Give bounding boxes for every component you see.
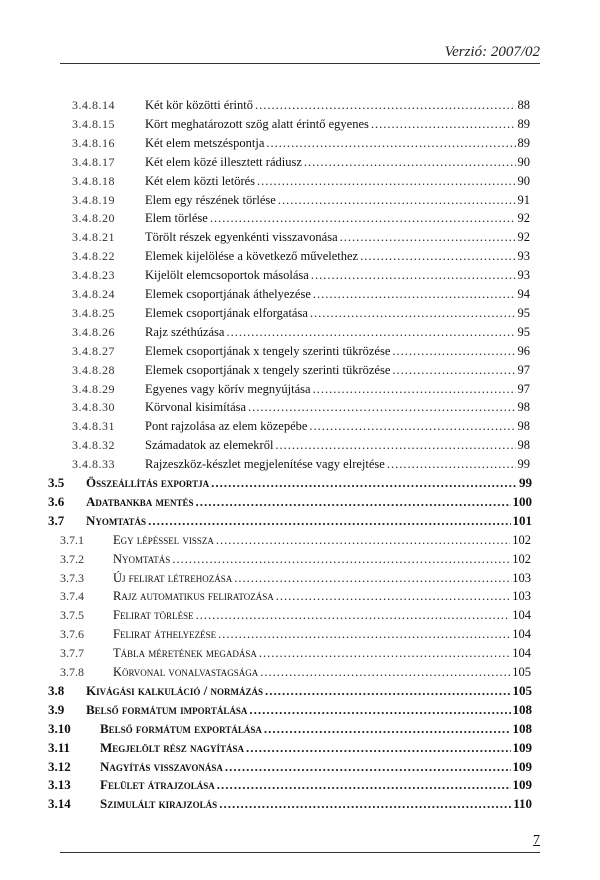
toc-entry[interactable] [0,323,600,341]
toc-entry-number: 3.8 [48,682,65,698]
toc-entry-page: 97 [517,381,530,396]
toc-entry-page: 109 [512,777,532,793]
toc-dot-leader [309,417,515,435]
toc-entry-page: 102 [512,532,531,547]
toc-dot-leader [248,398,515,416]
toc-entry-page: 98 [517,438,530,453]
toc-entry[interactable] [0,417,600,435]
toc-entry-page: 103 [512,589,531,604]
toc-dot-leader [311,266,516,284]
toc-entry[interactable] [0,361,600,379]
toc-entry[interactable] [0,493,600,511]
toc-entry-title-line [145,134,530,152]
toc-dot-leader [313,380,516,398]
toc-entry-title: Belső formátum exportálása [100,720,262,736]
toc-entry-title-line [145,361,530,379]
toc-entry-title-line [100,758,532,776]
toc-dot-leader [211,474,517,492]
toc-entry-number: 3.4.8.31 [72,419,115,434]
toc-entry[interactable] [0,436,600,454]
toc-entry[interactable] [0,625,600,643]
toc-entry-title: Belső formátum importálása [86,701,248,717]
toc-entry-page: 95 [517,305,530,320]
toc-entry-number: 3.12 [48,758,71,774]
toc-entry-title: Két elem közé illesztett rádiusz [145,154,302,169]
toc-entry[interactable] [0,587,600,605]
toc-entry-title-line [145,455,530,473]
toc-entry[interactable] [0,228,600,246]
toc-entry-page: 94 [517,287,530,301]
toc-entry[interactable] [0,550,600,568]
toc-entry-page: 110 [513,796,532,812]
toc-entry-title: Két elem közti letörés [145,173,256,188]
toc-dot-leader [310,304,516,322]
toc-entry-title: Felirat áthelyezése [113,627,217,642]
footer-rule [60,852,540,853]
toc-entry[interactable] [0,285,600,303]
toc-entry-title: Rajzeszköz-készlet megjelenítése vagy elrejtése [145,457,385,472]
toc-entry-title: Két elem metszéspontja [145,135,265,150]
toc-dot-leader [260,663,510,681]
toc-entry-title-line [145,380,530,398]
toc-entry-page: 108 [512,701,532,717]
toc-entry-number: 3.7.2 [60,551,84,566]
toc-entry[interactable] [0,247,600,265]
toc-entry-title-line [145,209,530,227]
toc-entry[interactable] [0,701,600,719]
toc-dot-leader [249,701,510,719]
toc-entry-page: 99 [519,475,532,490]
toc-entry[interactable] [0,266,600,284]
toc-entry-title: Nyomtatás [86,512,147,528]
toc-entry-title-line [145,285,530,303]
toc-entry-page: 105 [512,665,531,679]
toc-entry-number: 3.7.5 [60,608,84,623]
toc-entry-title-line [86,512,532,530]
toc-entry-number: 3.4.8.24 [72,287,115,301]
toc-entry-title: Körvonal kisimítása [145,400,247,415]
toc-entry-number: 3.7.8 [60,665,84,679]
toc-entry[interactable] [0,606,600,624]
toc-dot-leader [234,569,510,587]
toc-entry-title: Rajz automatikus feliratozása [113,589,274,604]
toc-dot-leader [196,606,511,624]
toc-entry[interactable] [0,398,600,416]
toc-dot-leader [196,493,511,511]
toc-entry[interactable] [0,455,600,473]
toc-dot-leader [218,625,510,643]
toc-dot-leader [225,758,511,776]
toc-entry-title: Megjelölt rész nagyítása [100,739,244,755]
toc-entry[interactable] [0,776,600,794]
toc-dot-leader [257,172,515,190]
toc-entry-page: 105 [512,682,532,698]
toc-entry-page: 104 [512,627,531,642]
header-rule [60,63,540,64]
toc-entry-number: 3.4.8.33 [72,457,115,472]
toc-entry-title-line [145,96,530,114]
toc-entry-number: 3.4.8.17 [72,154,115,169]
toc-entry-title-line [145,342,530,360]
toc-entry-number: 3.4.8.30 [72,400,115,415]
toc-entry-title: Elem törlése [145,211,208,226]
toc-entry[interactable] [0,304,600,322]
toc-entry[interactable] [0,209,600,227]
toc-entry-title-line [145,172,530,190]
toc-entry-title: Számadatok az elemekről [145,438,274,453]
toc-dot-leader [255,96,516,114]
toc-entry-title: Új felirat létrehozása [113,570,233,585]
toc-entry-title-line [100,739,532,757]
toc-dot-leader [276,587,510,605]
toc-entry[interactable] [0,153,600,171]
toc-entry-number: 3.7.1 [60,532,84,547]
toc-entry-number: 3.4.8.28 [72,362,115,377]
toc-entry-title-line [145,153,530,171]
toc-entry-title: Elemek csoportjának áthelyezése [145,287,311,301]
header-version: Verzió: 2007/02 [444,44,540,60]
toc-dot-leader [219,795,511,813]
toc-entry-page: 90 [517,173,530,188]
toc-entry-page: 99 [517,457,530,472]
toc-entry[interactable] [0,795,600,813]
toc-entry-title: Elem egy részének törlése [145,192,276,207]
toc-entry[interactable] [0,474,600,492]
toc-entry[interactable] [0,644,600,662]
toc-entry-page: 98 [517,419,530,434]
toc-entry-number: 3.4.8.16 [72,135,115,150]
toc-entry-title-line [145,191,530,209]
toc-dot-leader [246,739,511,757]
toc-entry[interactable] [0,134,600,152]
toc-entry-title-line [145,323,530,341]
toc-entry-title: Egyenes vagy körív megnyújtása [145,381,311,396]
toc-entry-number: 3.4.8.15 [72,116,115,131]
toc-entry-title-line [145,304,530,322]
toc-entry-title-line [145,228,530,246]
toc-entry-title-line [113,587,531,605]
toc-dot-leader [172,550,510,568]
toc-entry-title: Kijelölt elemcsoportok másolása [145,268,309,283]
toc-dot-leader [392,361,515,379]
toc-dot-leader [266,134,515,152]
toc-entry[interactable] [0,758,600,776]
toc-entry-title-line [100,720,532,738]
toc-entry-title: Törölt részek egyenkénti visszavonása [145,230,338,245]
toc-entry-number: 3.5 [48,475,65,490]
toc-dot-leader [226,323,515,341]
toc-entry-number: 3.4.8.21 [72,230,115,245]
toc-dot-leader [278,191,516,209]
toc-entry-number: 3.4.8.25 [72,305,115,320]
toc-entry-page: 101 [512,512,532,528]
toc-entry-title-line [145,115,530,133]
toc-entry-page: 102 [512,551,531,566]
toc-entry[interactable] [0,569,600,587]
toc-entry-number: 3.13 [48,777,71,793]
toc-entry-title: Szimulált kirajzolás [100,796,218,812]
toc-entry[interactable] [0,191,600,209]
toc-entry[interactable] [0,172,600,190]
toc-entry[interactable] [0,682,600,700]
toc-entry-page: 98 [517,400,530,415]
toc-dot-leader [275,436,515,454]
toc-entry-title-line [86,701,532,719]
toc-entry-title-line [100,776,532,794]
toc-entry-number: 3.4.8.23 [72,268,115,283]
toc-entry-page: 92 [517,230,530,245]
toc-entry-page: 90 [517,154,530,169]
toc-entry-title: Elemek csoportjának elforgatása [145,305,308,320]
toc-entry[interactable] [0,663,600,681]
toc-entry[interactable] [0,380,600,398]
toc-entry[interactable] [0,342,600,360]
toc-entry-title: Elemek csoportjának x tengely szerinti tükrözése [145,362,391,377]
toc-entry-title-line [86,474,532,492]
toc-entry-number: 3.6 [48,493,65,509]
toc-dot-leader [216,531,510,549]
toc-entry-title-line [145,398,530,416]
toc-entry-page: 109 [512,758,532,774]
toc-entry-title: Rajz széthúzása [145,324,225,339]
toc-entry-page: 104 [512,608,531,623]
toc-entry[interactable] [0,512,600,530]
toc-entry-page: 91 [517,192,530,207]
toc-entry-number: 3.7 [48,512,65,528]
toc-entry-page: 95 [517,324,530,339]
toc-entry-title-line [145,247,530,265]
toc-entry-title-line [113,606,531,624]
toc-entry-title-line [86,682,532,700]
toc-dot-leader [392,342,515,360]
toc-entry-page: 104 [512,646,531,661]
toc-entry-number: 3.7.7 [60,646,84,661]
toc-entry-title: Tábla méretének megadása [113,646,257,661]
toc-dot-leader [360,247,515,265]
toc-entry-title-line [113,550,531,568]
toc-entry-title: Nyomtatás [113,551,171,566]
toc-entry[interactable] [0,96,600,114]
toc-entry-page: 89 [517,116,530,131]
toc-entry-number: 3.7.6 [60,627,84,642]
toc-entry-title-line [100,795,532,813]
toc-entry-title: Két kör közötti érintő [145,98,253,112]
toc-entry-number: 3.10 [48,720,71,736]
toc-entry-number: 3.7.3 [60,570,84,585]
toc-entry-title: Összeállítás exportja [86,475,210,490]
toc-entry-title: Felirat törlése [113,608,194,623]
toc-entry-title: Felület átrajzolása [100,777,215,793]
toc-entry-title: Kört meghatározott szög alatt érintő egyenes [145,116,369,131]
toc-entry[interactable] [0,115,600,133]
toc-entry-page: 96 [517,343,530,358]
toc-entry-page: 93 [517,249,530,264]
toc-entry-number: 3.4.8.18 [72,173,115,188]
toc-entry-page: 88 [517,98,530,112]
toc-dot-leader [259,644,510,662]
toc-entry-title: Nagyítás visszavonása [100,758,223,774]
toc-entry-title: Körvonal vonalvastagsága [113,665,259,679]
toc-entry-title-line [113,625,531,643]
toc-entry-number: 3.4.8.27 [72,343,115,358]
toc-entry-number: 3.4.8.22 [72,249,115,264]
toc-dot-leader [210,209,516,227]
toc-entry-title-line [113,644,531,662]
toc-entry-page: 109 [512,739,532,755]
toc-entry-title-line [113,531,531,549]
toc-entry-page: 103 [512,570,531,585]
toc-entry[interactable] [0,739,600,757]
toc-dot-leader [148,512,510,530]
toc-dot-leader [371,115,516,133]
toc-entry[interactable] [0,720,600,738]
toc-entry-title: Kivágási kalkuláció / normázás [86,682,263,698]
toc-entry-number: 3.14 [48,796,71,812]
toc-entry-number: 3.4.8.20 [72,211,115,226]
toc-entry[interactable] [0,531,600,549]
toc-entry-number: 3.4.8.26 [72,324,115,339]
toc-entry-number: 3.9 [48,701,65,717]
toc-entry-number: 3.11 [48,739,71,755]
toc-entry-page: 92 [517,211,530,226]
page-number: 7 [533,833,540,848]
toc-entry-title-line [86,493,532,511]
toc-entry-title: Elemek csoportjának x tengely szerinti tükrözése [145,343,391,358]
toc-entry-title: Egy lépéssel vissza [113,532,214,547]
toc-entry-title-line [145,417,530,435]
toc-entry-title: Elemek kijelölése a következő művelethez [145,249,359,264]
toc-entry-page: 97 [517,362,530,377]
toc-entry-title-line [113,569,531,587]
toc-entry-title: Pont rajzolása az elem közepébe [145,419,308,434]
toc-dot-leader [264,720,511,738]
toc-dot-leader [313,285,516,303]
toc-entry-number: 3.4.8.19 [72,192,115,207]
toc-entry-title-line [145,436,530,454]
toc-entry-page: 89 [517,135,530,150]
toc-dot-leader [304,153,516,171]
toc-entry-number: 3.4.8.29 [72,381,115,396]
toc-entry-title-line [145,266,530,284]
toc-dot-leader [340,228,516,246]
toc-dot-leader [217,776,511,794]
toc-dot-leader [265,682,511,700]
toc-entry-number: 3.7.4 [60,589,84,604]
toc-dot-leader [387,455,516,473]
toc-entry-number: 3.4.8.14 [72,98,115,112]
toc-entry-page: 100 [512,493,532,509]
toc-entry-number: 3.4.8.32 [72,438,115,453]
toc-entry-title: Adatbankba mentés [86,493,194,509]
toc-entry-page: 93 [517,268,530,283]
toc-entry-page: 108 [512,720,532,736]
toc-entry-title-line [113,663,531,681]
